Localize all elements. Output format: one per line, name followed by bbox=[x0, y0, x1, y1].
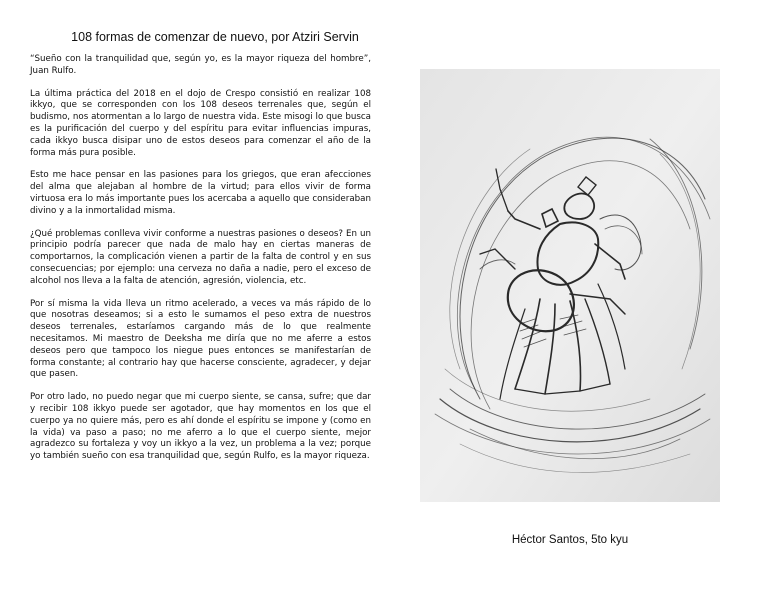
sketch-illustration bbox=[420, 69, 720, 502]
paragraph-2: Esto me hace pensar en las pasiones para los griegos, que eran afecciones del alma que alejaban al hombre de la virtud; para ellos vivir de forma virtuosa era lo más importante pues los acercaba a aquello que consideraban divino y a la inmortalidad misma. bbox=[30, 170, 371, 216]
illustration-caption: Héctor Santos, 5to kyu bbox=[511, 534, 629, 546]
paragraph-5: Por otro lado, no puedo negar que mi cuerpo siente, se cansa, sufre; que dar y recibir 108 ikkyo puede ser agotador, que hay momentos en los que el cuerpo ya no quiere más, pero es ahí donde el espíritu se impone y (como en la vida) va paso a paso; no me aferro a lo que el cuerpo siente, mejor agradezco su fortaleza y voy un ikkyo a la vez, un problema a la vez; porque yo también sueño con esa tranquilidad que, según Rulfo, es la mayor riqueza. bbox=[30, 392, 371, 462]
article-title: 108 formas de comenzar de nuevo, por Atziri Servin bbox=[71, 30, 359, 44]
paragraph-1: La última práctica del 2018 en el dojo de Crespo consistió en realizar 108 ikkyo, que se corresponden con los 108 deseos terrenales que, según el budismo, nos atormentan a lo largo de nuestra vida. Este misogi lo que busca es la purificación del cuerpo y del espíritu para evitar influencias impuras, cada ikkyo busca disipar uno de estos deseos para comenzar el año de la forma más pura posible. bbox=[30, 88, 371, 158]
paragraph-4: Por sí misma la vida lleva un ritmo acelerado, a veces va más rápido de lo que nosotras deseamos; si a esto le sumamos el peso extra de nuestros deseos terrenales, estaríamos cargando más de lo que realmente necesitamos. Mi maestro de Deeksha me diría que no me aferre a estos deseos pero que tampoco los niegue pues entonces se manifestarían de forma constante; al contrario hay que hacerse consciente, agradecer, y dejar que pasen. bbox=[30, 298, 371, 380]
article-body bbox=[30, 54, 371, 474]
paragraph-3: ¿Qué problemas conlleva vivir conforme a nuestras pasiones o deseos? En un principio podría parecer que nada de malo hay en ciertas maneras de comportarnos, la complicación vienen a partir de la falta de control y en sus consecuencias; por ejemplo: una cerveza no daña a nadie, pero el exceso de alcohol nos lleva a la falta de atención, agresión, violencia, etc. bbox=[30, 228, 371, 286]
epigraph-quote: “Sueño con la tranquilidad que, según yo, es la mayor riqueza del hombre”, Juan Rulfo. bbox=[30, 54, 371, 76]
